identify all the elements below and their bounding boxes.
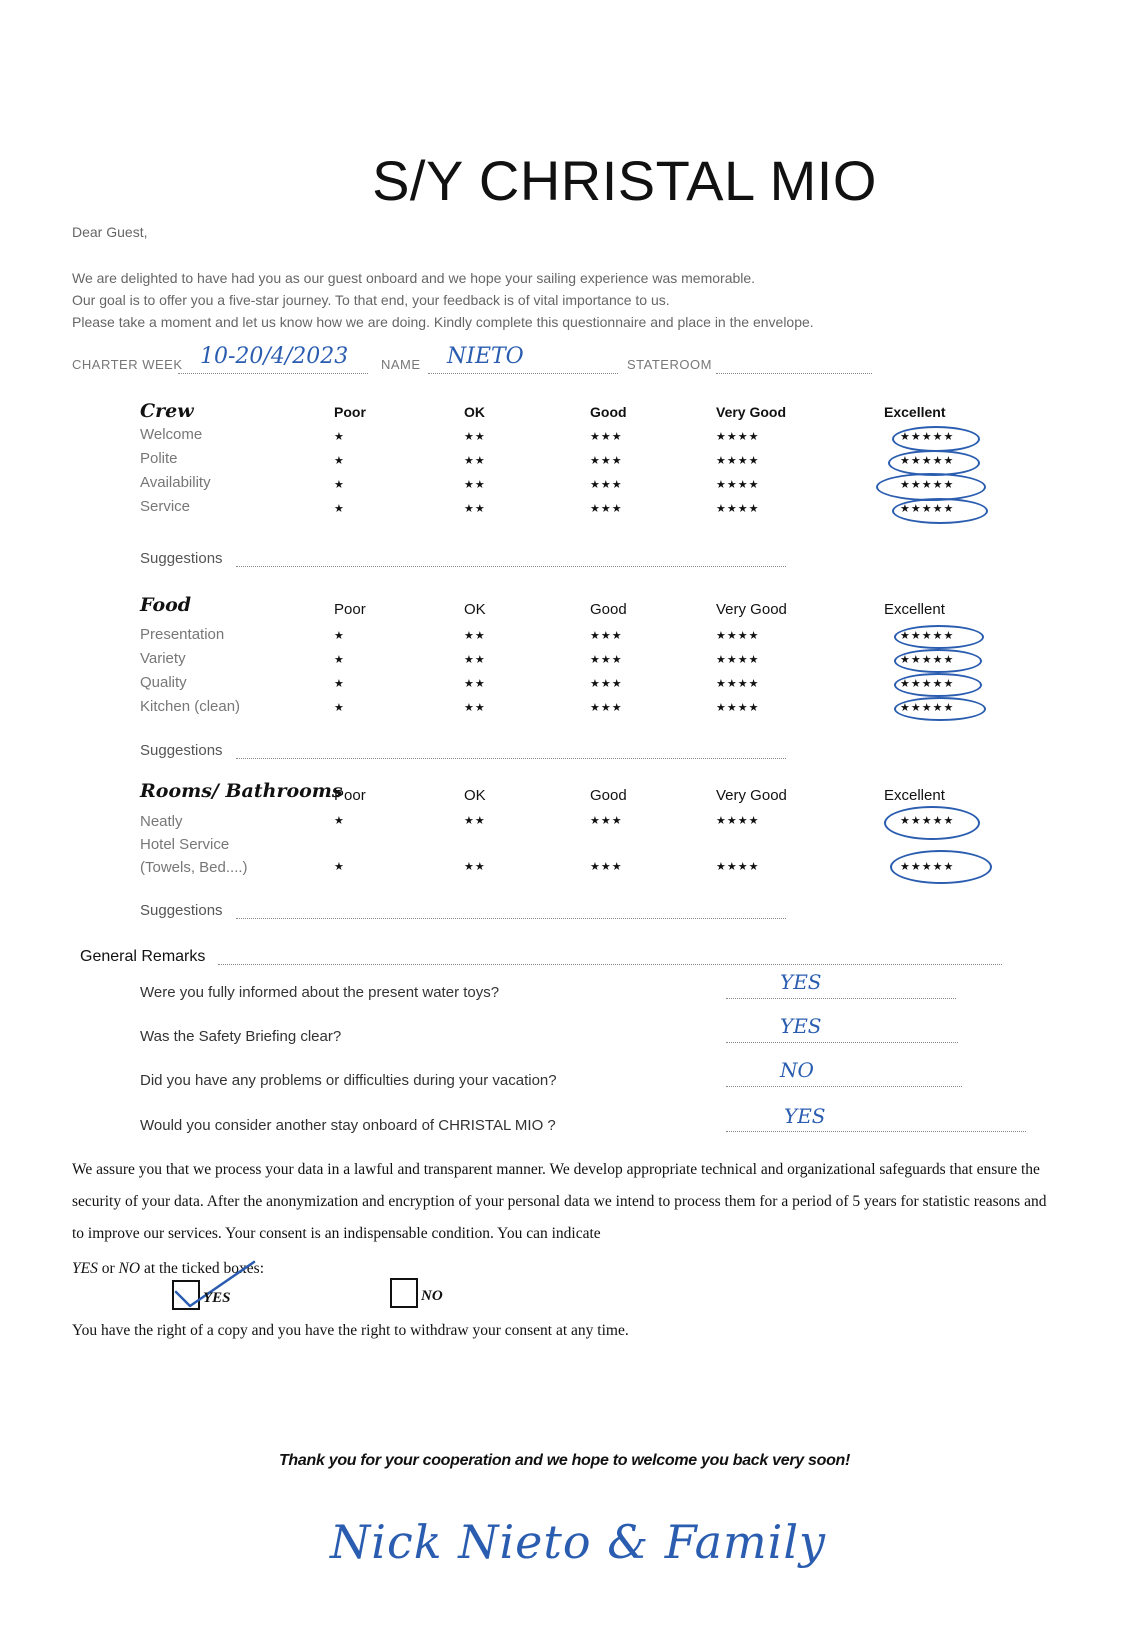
answer-line xyxy=(726,1041,958,1043)
rating-option-3-star[interactable]: ★★★ xyxy=(590,654,623,666)
rating-option-3-star[interactable]: ★★★ xyxy=(590,503,623,515)
col-excellent: Excellent xyxy=(884,601,945,618)
signature: Nick Nieto & Family xyxy=(330,1515,827,1569)
consent-no-word: NO xyxy=(118,1260,141,1277)
consent-no-label: NO xyxy=(421,1288,443,1304)
crew-item-availability: Availability xyxy=(140,474,211,491)
food-suggestions-field[interactable] xyxy=(236,757,786,759)
consent-tail: at the ticked boxes: xyxy=(143,1260,265,1277)
food-item-kitchen: Kitchen (clean) xyxy=(140,698,241,715)
selection-circle xyxy=(892,498,988,524)
rating-option-2-star[interactable]: ★★ xyxy=(464,861,486,873)
rating-option-1-star[interactable]: ★ xyxy=(334,479,345,491)
question-safety-briefing: Was the Safety Briefing clear? xyxy=(140,1028,342,1045)
rating-option-4-star[interactable]: ★★★★ xyxy=(716,479,760,491)
rating-option-2-star[interactable]: ★★ xyxy=(464,678,486,690)
stateroom-label: STATEROOM xyxy=(627,357,712,372)
answer-line xyxy=(726,997,956,999)
col-poor: Poor xyxy=(334,404,366,420)
rating-option-2-star[interactable]: ★★ xyxy=(464,479,486,491)
crew-item-welcome: Welcome xyxy=(140,426,203,443)
rating-option-5-star[interactable]: ★★★★★ xyxy=(900,479,955,491)
rating-option-3-star[interactable]: ★★★ xyxy=(590,702,623,714)
rooms-suggestions-label: Suggestions xyxy=(140,902,223,919)
rating-option-5-star[interactable]: ★★★★★ xyxy=(900,815,955,827)
rating-option-1-star[interactable]: ★ xyxy=(334,678,345,690)
rating-option-1-star[interactable]: ★ xyxy=(334,455,345,467)
section-title-rooms: Rooms/ Bathrooms xyxy=(140,780,343,802)
col-ok: OK xyxy=(464,787,486,804)
question-another-stay: Would you consider another stay onboard of CHRISTAL MIO ? xyxy=(140,1117,556,1134)
section-title-crew: Crew xyxy=(140,400,194,422)
rating-option-4-star[interactable]: ★★★★ xyxy=(716,630,760,642)
col-excellent: Excellent xyxy=(884,404,946,420)
rating-option-3-star[interactable]: ★★★ xyxy=(590,431,623,443)
rooms-item-towels-bed: (Towels, Bed....) xyxy=(140,859,248,876)
col-very-good: Very Good xyxy=(716,601,787,618)
rating-option-3-star[interactable]: ★★★ xyxy=(590,861,623,873)
rating-option-5-star[interactable]: ★★★★★ xyxy=(900,455,955,467)
rating-option-1-star[interactable]: ★ xyxy=(334,654,345,666)
page-title: S/Y CHRISTAL MIO xyxy=(372,149,877,212)
crew-suggestions-field[interactable] xyxy=(236,565,786,567)
col-excellent: Excellent xyxy=(884,787,945,804)
rating-option-4-star[interactable]: ★★★★ xyxy=(716,861,760,873)
answer-safety-briefing[interactable]: YES xyxy=(780,1014,822,1038)
selection-circle xyxy=(894,625,984,649)
food-suggestions-label: Suggestions xyxy=(140,742,223,759)
answer-water-toys[interactable]: YES xyxy=(780,970,822,994)
rating-option-4-star[interactable]: ★★★★ xyxy=(716,815,760,827)
charter-week-line xyxy=(178,372,368,374)
rating-option-5-star[interactable]: ★★★★★ xyxy=(900,861,955,873)
rating-option-1-star[interactable]: ★ xyxy=(334,815,345,827)
rating-option-2-star[interactable]: ★★ xyxy=(464,431,486,443)
rating-option-1-star[interactable]: ★ xyxy=(334,861,345,873)
selection-circle xyxy=(884,806,980,840)
rating-option-5-star[interactable]: ★★★★★ xyxy=(900,431,955,443)
answer-another-stay[interactable]: YES xyxy=(784,1104,826,1128)
consent-yes-word: YES xyxy=(72,1260,98,1277)
rating-option-1-star[interactable]: ★ xyxy=(334,431,345,443)
selection-circle xyxy=(894,673,982,697)
rating-option-2-star[interactable]: ★★ xyxy=(464,654,486,666)
consent-yes-label: YES xyxy=(203,1290,231,1306)
answer-problems[interactable]: NO xyxy=(780,1058,814,1082)
col-ok: OK xyxy=(464,404,485,420)
rating-option-4-star[interactable]: ★★★★ xyxy=(716,503,760,515)
selection-circle xyxy=(894,649,982,673)
general-remarks-label: General Remarks xyxy=(80,948,206,965)
col-good: Good xyxy=(590,404,627,420)
rating-option-4-star[interactable]: ★★★★ xyxy=(716,702,760,714)
rating-option-2-star[interactable]: ★★ xyxy=(464,702,486,714)
col-good: Good xyxy=(590,787,627,804)
selection-circle xyxy=(876,473,986,501)
rating-option-2-star[interactable]: ★★ xyxy=(464,455,486,467)
question-water-toys: Were you fully informed about the present water toys? xyxy=(140,984,500,1001)
col-good: Good xyxy=(590,601,627,618)
col-poor: Poor xyxy=(334,787,366,804)
rooms-suggestions-field[interactable] xyxy=(236,917,786,919)
col-ok: OK xyxy=(464,601,486,618)
rating-option-1-star[interactable]: ★ xyxy=(334,702,345,714)
crew-item-polite: Polite xyxy=(140,450,178,467)
rating-option-3-star[interactable]: ★★★ xyxy=(590,479,623,491)
rating-option-3-star[interactable]: ★★★ xyxy=(590,815,623,827)
rating-option-1-star[interactable]: ★ xyxy=(334,503,345,515)
intro-line-2: Our goal is to offer you a five-star journey. To that end, your feedback is of vital importance to us. xyxy=(72,292,670,308)
answer-line xyxy=(726,1130,1026,1132)
rating-option-4-star[interactable]: ★★★★ xyxy=(716,431,760,443)
consent-no-checkbox[interactable] xyxy=(390,1278,418,1308)
food-item-quality: Quality xyxy=(140,674,187,691)
rooms-item-hotel-service: Hotel Service xyxy=(140,836,230,853)
selection-circle xyxy=(890,850,992,884)
question-problems: Did you have any problems or difficulties during your vacation? xyxy=(140,1072,557,1089)
rating-option-5-star[interactable]: ★★★★★ xyxy=(900,678,955,690)
consent-text xyxy=(72,1154,1062,1250)
col-very-good: Very Good xyxy=(716,787,787,804)
rating-option-3-star[interactable]: ★★★ xyxy=(590,455,623,467)
food-item-presentation: Presentation xyxy=(140,626,225,643)
rating-option-4-star[interactable]: ★★★★ xyxy=(716,678,760,690)
thank-you-footer: Thank you for your cooperation and we hope to welcome you back very soon! xyxy=(278,1452,851,1469)
greeting: Dear Guest, xyxy=(72,224,148,240)
col-very-good: Very Good xyxy=(716,404,787,420)
selection-circle xyxy=(892,426,980,452)
consent-rights: You have the right of a copy and you have the right to withdraw your consent at any time. xyxy=(72,1322,629,1339)
intro-line-1: We are delighted to have had you as our guest onboard and we hope your sailing experience was memorable. xyxy=(72,270,756,286)
rating-option-5-star[interactable]: ★★★★★ xyxy=(900,503,955,515)
name-line xyxy=(428,372,618,374)
rating-option-4-star[interactable]: ★★★★ xyxy=(716,455,760,467)
col-poor: Poor xyxy=(334,601,366,618)
consent-body: We assure you that we process your data in a lawful and transparent manner. We develop appropriate technical and organizational safeguards that ensure the security of your data. After the anonymization and encryption of your personal data we intend to process them for a period of 5 years for statistic reasons and to improve our services. Your consent is an indispensable condition. You can indicate xyxy=(72,1161,1047,1242)
charter-week-field[interactable]: 10-20/4/2023 xyxy=(200,344,349,369)
consent-or-word: or xyxy=(101,1260,115,1277)
rooms-item-neatly: Neatly xyxy=(140,813,183,830)
section-title-food: Food xyxy=(140,594,192,616)
food-item-variety: Variety xyxy=(140,650,186,667)
crew-suggestions-label: Suggestions xyxy=(140,550,223,567)
rating-option-3-star[interactable]: ★★★ xyxy=(590,630,623,642)
stateroom-field[interactable] xyxy=(716,372,872,374)
answer-line xyxy=(726,1085,962,1087)
charter-week-label: CHARTER WEEK xyxy=(72,357,183,372)
selection-circle xyxy=(894,697,986,721)
rating-option-4-star[interactable]: ★★★★ xyxy=(716,654,760,666)
rating-option-2-star[interactable]: ★★ xyxy=(464,815,486,827)
rating-option-2-star[interactable]: ★★ xyxy=(464,503,486,515)
crew-item-service: Service xyxy=(140,498,191,515)
name-label: NAME xyxy=(381,357,421,372)
rating-option-5-star[interactable]: ★★★★★ xyxy=(900,654,955,666)
intro-line-3: Please take a moment and let us know how we are doing. Kindly complete this questionnaire and place in the envelope. xyxy=(72,314,814,330)
name-field[interactable]: NIETO xyxy=(447,344,524,369)
rating-option-5-star[interactable]: ★★★★★ xyxy=(900,702,955,714)
rating-option-5-star[interactable]: ★★★★★ xyxy=(900,630,955,642)
general-remarks-field[interactable] xyxy=(218,963,1002,965)
rating-option-3-star[interactable]: ★★★ xyxy=(590,678,623,690)
rating-option-1-star[interactable]: ★ xyxy=(334,630,345,642)
rating-option-2-star[interactable]: ★★ xyxy=(464,630,486,642)
